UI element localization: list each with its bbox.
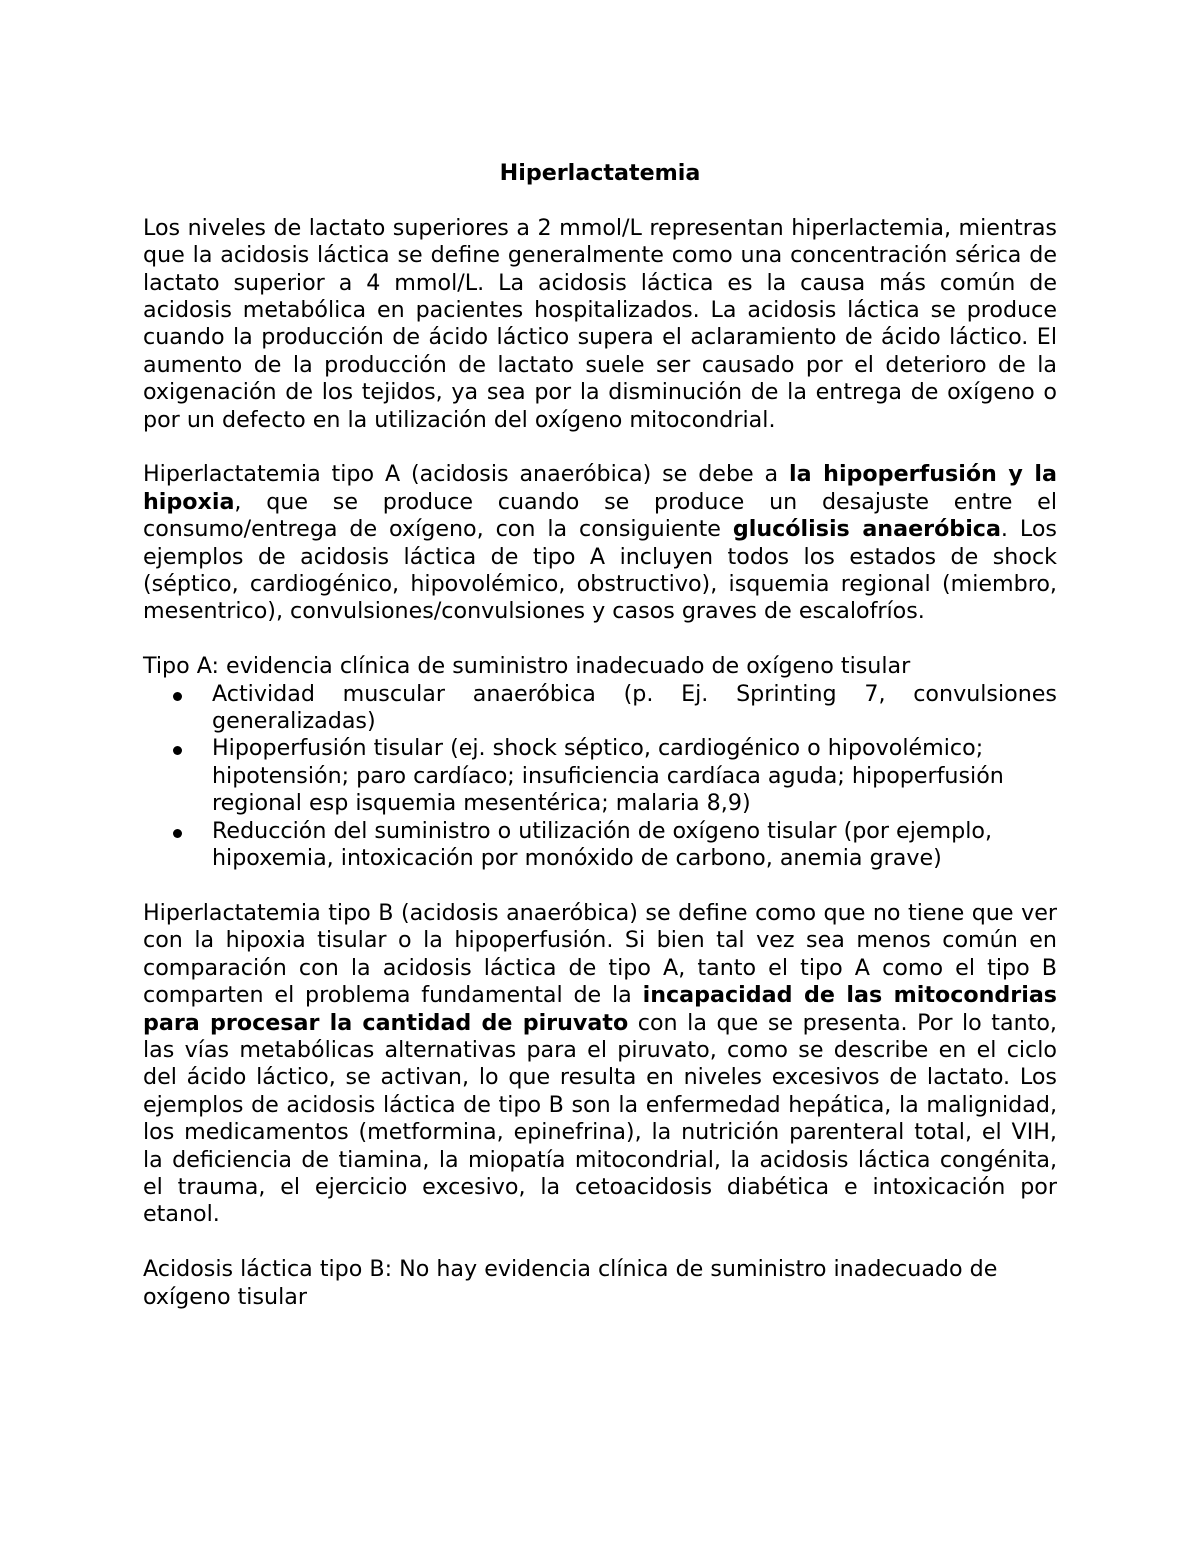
type-b-bold-mitochondria: incapacidad de las mitocondrias para procesar la cantidad de piruvato (143, 982, 1058, 1036)
intro-paragraph: Los niveles de lactato superiores a 2 mmol/L representan hiperlactemia, mientras que la acidosis láctica se define generalmente como una concentración sérica de lactato superior a 4 mmol/L. La acidosis láctica es la causa más común de acidosis metabólica en pacientes hospitalizados. La acidosis láctica se produce cuando la producción de ácido láctico supera el aclaramiento de ácido láctico. El aumento de la producción de lactato suele ser causado por el deterioro de la oxigenación de los tejidos, ya sea por la disminución de la entrega de oxígeno o por un defecto en la utilización del oxígeno mitocondrial. (143, 214, 1057, 433)
document-title: Hiperlactatemia (499, 160, 701, 186)
type-b-heading: Acidosis láctica tipo B: No hay evidencia clínica de suministro inadecuado de oxígeno tisular (143, 1256, 998, 1310)
list-item-text: Hipoperfusión tisular (ej. shock séptico, cardiogénico o hipovolémico; hipotensión; paro cardíaco; insuficiencia cardíaca aguda; hipoperfusión regional esp isquemia mesentérica; malaria 8,9) (212, 735, 1004, 817)
document-page (143, 160, 1057, 1311)
type-a-list (143, 681, 1057, 873)
type-b-paragraph (143, 900, 1057, 1229)
type-a-text-2: , que se produce cuando se produce un desajuste entre el consumo/entrega de oxígeno, con la consiguiente (143, 488, 1057, 543)
bullet-icon (173, 692, 182, 701)
list-item (143, 735, 1057, 817)
list-item (143, 681, 1057, 736)
bullet-icon (173, 746, 182, 755)
type-b-text-1: Hiperlactatemia tipo B (acidosis anaeróbica) se define como que no tiene que ver con la hipoxia tisular o la hipoperfusión. Si bien tal vez sea menos común en comparación con la acidosis láctica de tipo A, tanto el tipo A como el tipo B comparten el problema fundamental de la (143, 899, 1057, 1009)
list-item-text: Actividad muscular anaeróbica (p. Ej. Sprinting 7, convulsiones generalizadas) (212, 680, 1057, 735)
type-a-bold-hypoperfusion: la hipoperfusión y la hipoxia (143, 461, 1057, 515)
list-item (143, 818, 1057, 873)
bullet-icon (173, 829, 182, 838)
type-a-list-heading: Tipo A: evidencia clínica de suministro inadecuado de oxígeno tisular (143, 653, 911, 680)
type-a-bold-glycolysis: glucólisis anaeróbica (732, 516, 1001, 543)
list-item-text: Reducción del suministro o utilización de oxígeno tisular (por ejemplo, hipoxemia, intoxicación por monóxido de carbono, anemia grave) (212, 817, 993, 872)
type-a-text-3: . Los ejemplos de acidosis láctica de tipo A incluyen todos los estados de shock (séptico, cardiogénico, hipovolémico, obstructivo), isquemia regional (miembro, mesentrico), convulsiones/convulsiones y casos graves de escalofríos. (143, 516, 1057, 625)
type-a-paragraph (143, 461, 1057, 625)
type-a-text-1: Hiperlactatemia tipo A (acidosis anaeróbica) se debe a (143, 461, 790, 488)
type-b-text-2: con la que se presenta. Por lo tanto, las vías metabólicas alternativas para el piruvato, como se describe en el ciclo del ácido láctico, se activan, lo que resulta en niveles excesivos de lactato. Los ejemplos de acidosis láctica de tipo B son la enfermedad hepática, la malignidad, los medicamentos (metformina, epinefrina), la nutrición parenteral total, el VIH, la deficiencia de tiamina, la miopatía mitocondrial, la acidosis láctica congénita, el trauma, el ejercicio excesivo, la cetoacidosis diabética e intoxicación por etanol. (143, 1009, 1057, 1228)
